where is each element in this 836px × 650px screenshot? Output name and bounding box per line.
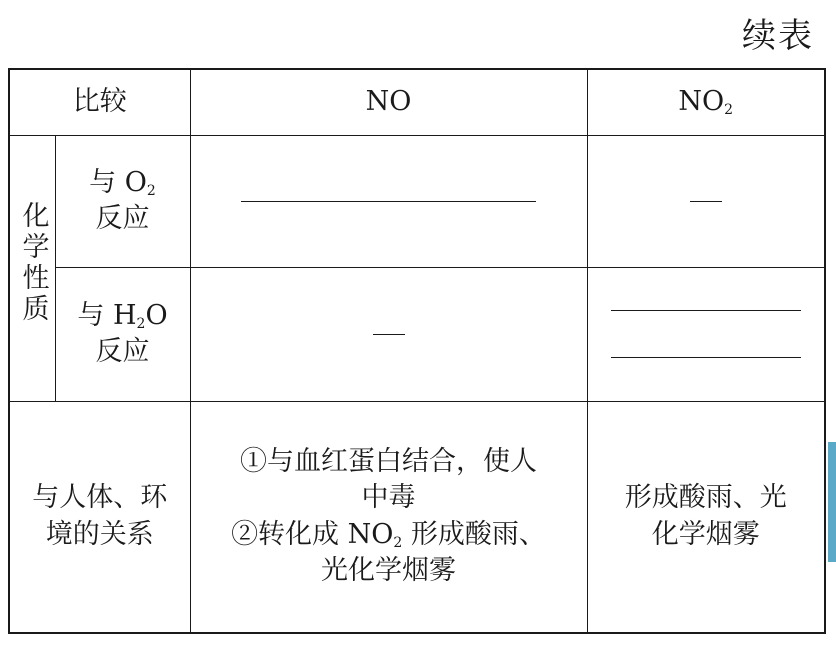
env-no-line1: ①与血红蛋白结合，使人 [240, 445, 537, 477]
continued-label: 续表 [742, 16, 814, 56]
page-edge-tab [828, 442, 836, 562]
env-no-line3 [191, 517, 587, 553]
h2o-no2-blank-cell [587, 267, 825, 401]
dash-mark [690, 201, 722, 202]
header-no: NO [190, 69, 587, 135]
row-h2o-reaction [9, 267, 825, 401]
o2-label-line2: 反应 [95, 203, 150, 234]
h2o-no-cell [190, 267, 587, 401]
header-no2 [587, 69, 825, 135]
env-no-line3-a: ②转化成 NO [231, 518, 394, 550]
h2o-prefix: 与 H [77, 299, 137, 331]
answer-blank[interactable] [611, 310, 801, 311]
env-no-line3-sub: 2 [393, 534, 403, 551]
o2-sub: 2 [146, 182, 156, 199]
o2-prefix: 与 O [89, 166, 147, 198]
env-no2-line1: 形成酸雨、光 [624, 482, 787, 514]
header-no2-base: NO [678, 86, 725, 118]
env-label-line1: 与人体、环 [32, 482, 168, 514]
header-no2-sub: 2 [724, 102, 734, 119]
h2o-mid: O [145, 299, 168, 331]
answer-blank[interactable] [241, 201, 536, 202]
h2o-label-line1 [56, 298, 190, 334]
h2o-sub: 2 [136, 315, 146, 332]
blank-stack [588, 310, 825, 358]
o2-no-blank-cell [190, 135, 587, 267]
dash-mark [373, 334, 405, 335]
o2-label-line1 [56, 165, 190, 201]
o2-label [55, 135, 190, 267]
env-no-cell [190, 401, 587, 633]
h2o-label-line2: 反应 [95, 336, 150, 367]
env-no2-cell [587, 401, 825, 633]
comparison-table [8, 68, 826, 634]
env-no-line3-b: 形成酸雨、 [402, 518, 546, 550]
header-compare: 比较 [9, 69, 190, 135]
env-label [9, 401, 190, 633]
row-o2-reaction [9, 135, 825, 267]
chem-group-label [9, 135, 55, 401]
answer-blank[interactable] [611, 357, 801, 358]
chem-group-text: 化学性质 [17, 200, 49, 325]
row-environment [9, 401, 825, 633]
header-row [9, 69, 825, 135]
o2-no2-cell [587, 135, 825, 267]
env-no-line2: 中毒 [361, 482, 416, 514]
env-no2-line2: 化学烟雾 [651, 518, 760, 550]
env-no-line4: 光化学烟雾 [321, 555, 456, 587]
h2o-label [55, 267, 190, 401]
env-label-line2: 境的关系 [45, 518, 154, 550]
